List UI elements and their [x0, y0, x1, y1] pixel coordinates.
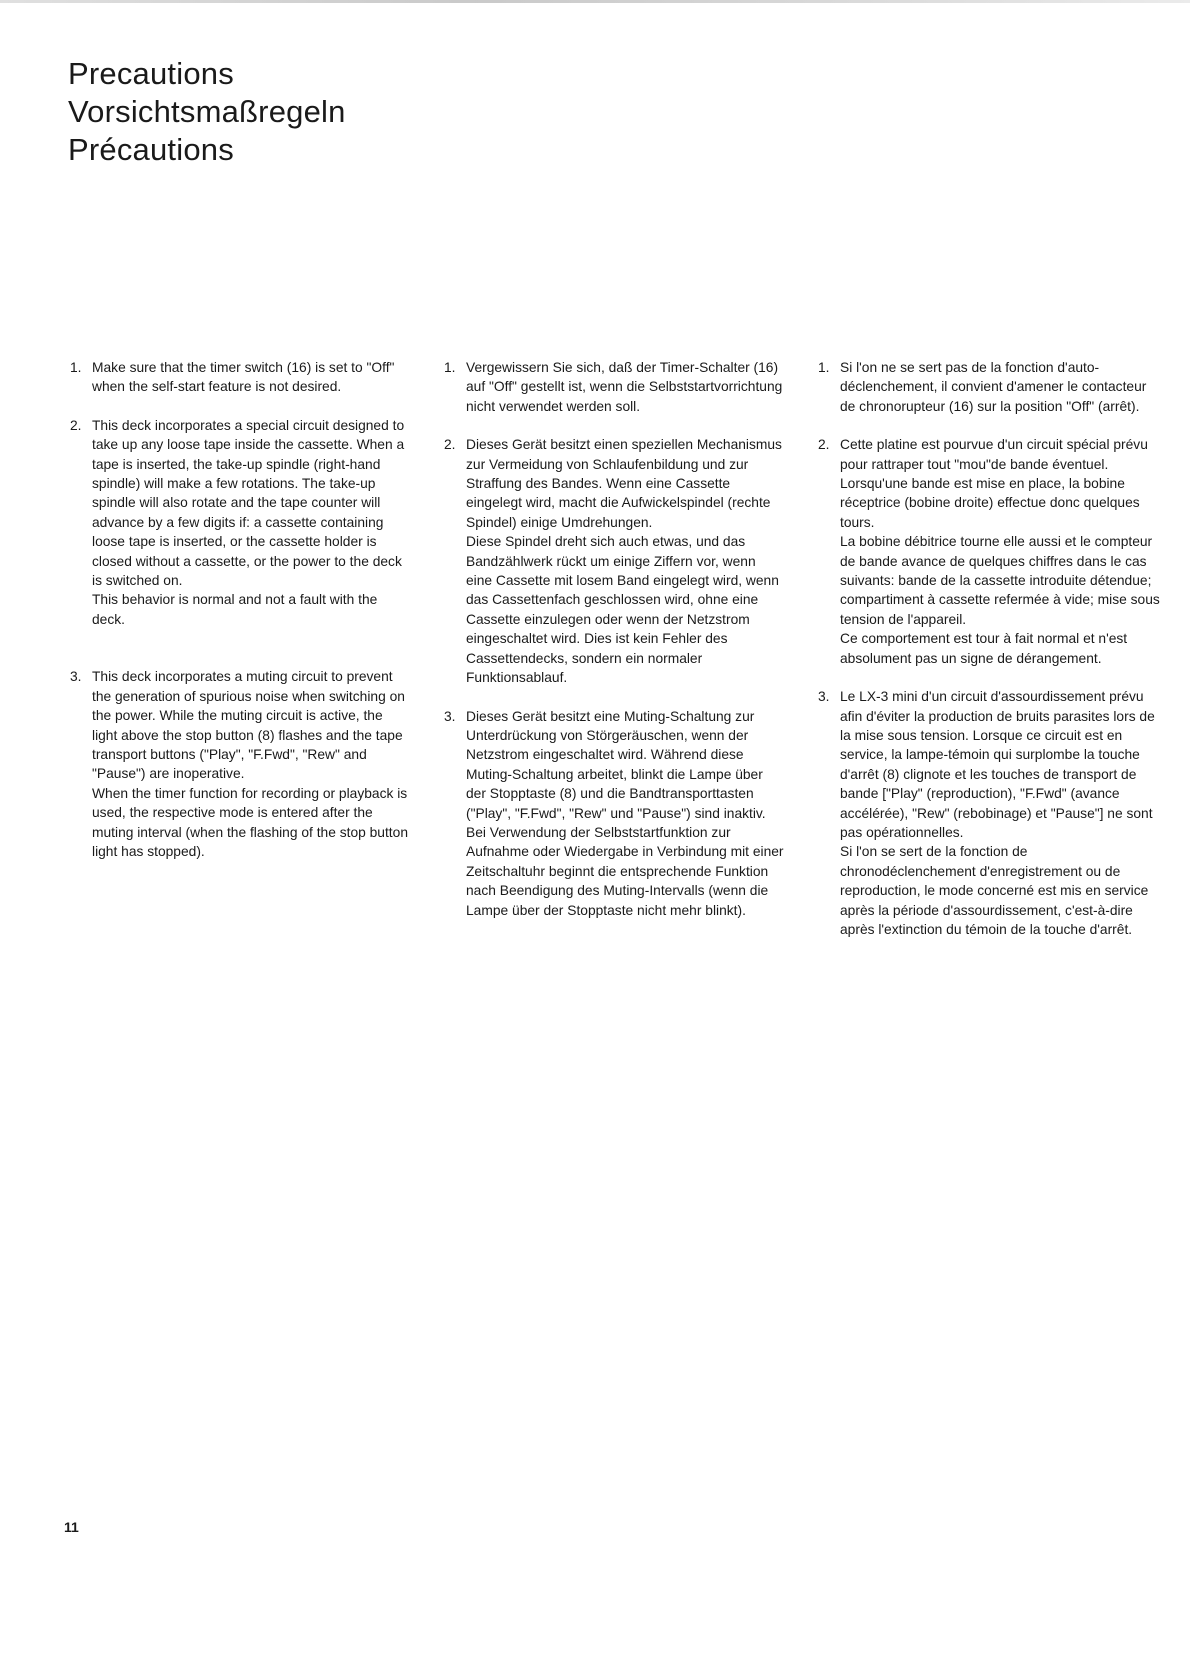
item-body	[92, 416, 410, 629]
list-item	[444, 435, 784, 687]
item-paragraph: When the timer function for recording or playback is used, the respective mode is entered after the muting interval (when the flashing of the stop button light has stopped).	[92, 785, 408, 859]
list-item	[444, 358, 784, 416]
item-paragraph: This deck incorporates a muting circuit to prevent the generation of spurious noise when switching on the power. While the muting circuit is active, the light above the stop button (8) flashes and the tape transport buttons ("Play", "F.Fwd", "Rew" and "Pause") are inoperative.	[92, 669, 405, 782]
item-paragraph: Make sure that the timer switch (16) is set to "Off" when the self-start feature is not desired.	[92, 360, 395, 395]
item-body	[466, 707, 784, 920]
item-number: 1.	[70, 360, 82, 375]
list-item	[444, 707, 784, 920]
item-number: 2.	[818, 437, 830, 453]
item-number: 3.	[444, 708, 456, 724]
item-body	[840, 358, 1163, 416]
item-paragraph: Bei Verwendung der Selbststartfunktion zur Aufnahme oder Wiedergabe in Verbindung mit einer Zeitschaltuhr beginnt die entsprechende Funktion nach Beendigung des Muting-Intervalls (wenn die Lampe über der Stopptaste nicht mehr blinkt).	[466, 824, 784, 918]
list-item	[70, 358, 410, 397]
item-paragraph: Dieses Gerät besitzt einen speziellen Mechanismus zur Vermeidung von Schlaufenbildung und zur Straffung des Bandes. Wenn eine Cassette eingelegt wird, macht die Aufwickelspindel (rechte Spindel) einige Umdrehungen.	[466, 437, 782, 530]
page-titles	[68, 55, 346, 169]
item-paragraph: Le LX-3 mini d'un circuit d'assourdissement prévu afin d'éviter la production de bruits parasites lors de la mise sous tension. Lorsque ce circuit est en service, la lampe-témoin qui surplombe la touche d'arrêt (8) clignote et les touches de transport de bande ["Play" (reproduction), "F.Fwd" (avance accélérée), "Rew" (rebobinage) et "Pause"] ne sont pas opérationnelles.	[840, 689, 1155, 840]
item-body	[840, 687, 1163, 939]
column-english	[70, 358, 410, 861]
item-body	[92, 358, 410, 397]
item-paragraph: Vergewissern Sie sich, daß der Timer-Schalter (16) auf "Off" gestellt ist, wenn die Selbststartvorrichtung nicht verwendet werden soll.	[466, 360, 783, 414]
item-paragraph: La bobine débitrice tourne elle aussi et le compteur de bande avance de quelques chiffres dans le cas suivants: bande de la cassette introduite détendue; compartiment à cassette refermée à vide; mise sous tension de l'appareil.	[840, 534, 1160, 627]
list-item	[70, 416, 410, 629]
item-number: 2.	[70, 417, 82, 433]
column-french	[818, 358, 1163, 939]
item-body	[840, 435, 1163, 668]
item-paragraph: Si l'on se sert de la fonction de chronodéclenchement d'enregistrement ou de reproduction, le mode concerné est mis en service après la période d'assourdissement, c'est-à-dire après l'extinction du témoin de la touche d'arrêt.	[840, 844, 1149, 937]
item-number: 1.	[818, 360, 830, 375]
list-item	[818, 435, 1163, 668]
item-paragraph: Si l'on ne se sert pas de la fonction d'auto-déclenchement, il convient d'amener le contacteur de chronorupteur (16) sur la position "Off" (arrêt).	[840, 360, 1147, 414]
item-paragraph: Cette platine est pourvue d'un circuit spécial prévu pour rattraper tout "mou"de bande éventuel. Lorsqu'une bande est mise en place, la bobine réceptrice (bobine droite) effectue donc quelques tours.	[840, 437, 1148, 530]
item-number: 1.	[444, 360, 456, 375]
list-item	[70, 667, 410, 861]
item-number: 2.	[444, 437, 456, 453]
item-number: 3.	[70, 669, 82, 685]
list-item	[818, 358, 1163, 416]
title-german: Vorsichtsmaßregeln	[68, 94, 346, 129]
page-number: 11	[64, 1519, 79, 1535]
title-english: Precautions	[68, 56, 234, 91]
title-french: Précautions	[68, 132, 234, 167]
item-body	[466, 435, 784, 687]
column-german	[444, 358, 784, 920]
item-paragraph: Ce comportement est tour à fait normal et n'est absolument pas un signe de dérangement.	[840, 631, 1128, 666]
item-paragraph: Diese Spindel dreht sich auch etwas, und das Bandzählwerk rückt um einige Ziffern vor, wenn eine Cassette mit losem Band eingelegt wird, wenn das Cassettenfach geschlossen wird, ohne eine Cassette einzulegen oder wenn der Netzstrom eingeschaltet wird. Dies ist kein Fehler des Cassettendecks, sondern ein normaler Funktionsablauf.	[466, 534, 779, 686]
item-paragraph: Dieses Gerät besitzt eine Muting-Schaltung zur Unterdrückung von Störgeräuschen, wenn der Netzstrom eingeschaltet wird. Während diese Muting-Schaltung arbeitet, blinkt die Lampe über der Stopptaste (8) und die Bandtransporttasten ("Play", "F.Fwd", "Rew" und "Pause") sind inaktiv.	[466, 708, 766, 821]
top-scan-edge	[0, 0, 1190, 3]
list-item	[818, 687, 1163, 939]
item-body	[92, 667, 410, 861]
item-paragraph: This behavior is normal and not a fault with the deck.	[92, 592, 378, 627]
item-body	[466, 358, 784, 416]
item-paragraph: This deck incorporates a special circuit designed to take up any loose tape inside the cassette. When a tape is inserted, the take-up spindle (right-hand spindle) will make a few rotations. The take-up spindle will also rotate and the tape counter will advance by a few digits if: a cassette containing loose tape is inserted, or the cassette holder is closed without a cassette, or the power to the deck is switched on.	[92, 417, 405, 589]
item-number: 3.	[818, 689, 830, 705]
